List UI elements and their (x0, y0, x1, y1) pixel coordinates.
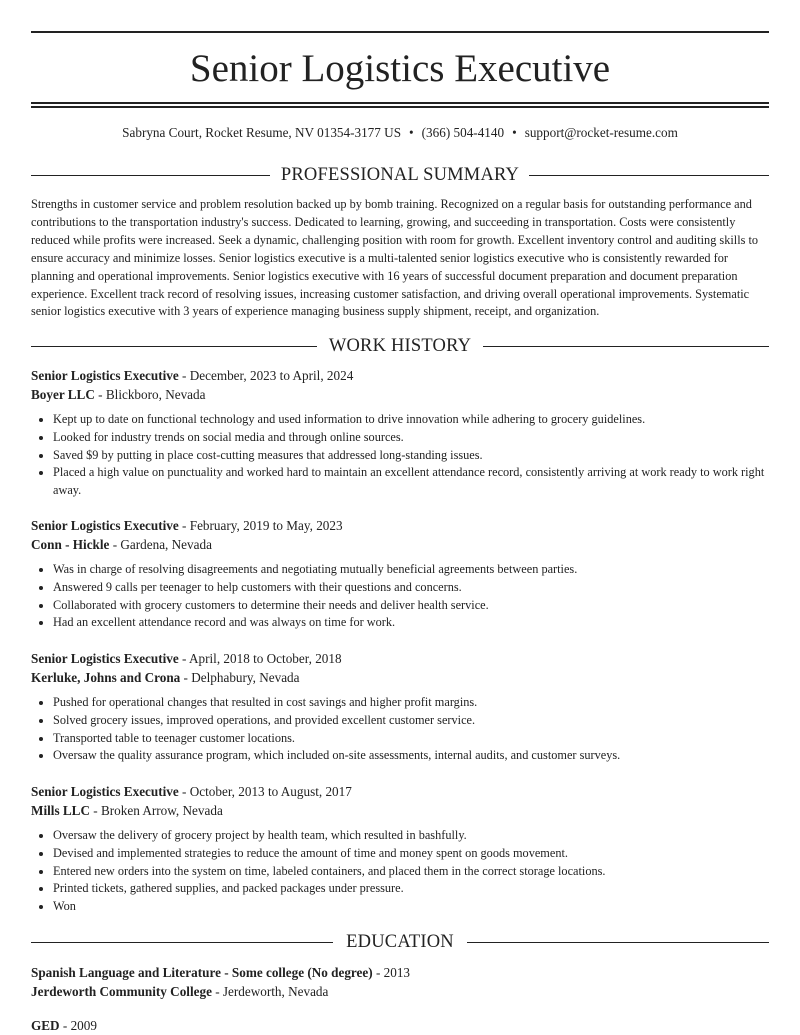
job-company: Conn - Hickle (31, 537, 110, 552)
job-title: Senior Logistics Executive (31, 368, 179, 383)
job-location: - Broken Arrow, Nevada (89, 803, 223, 818)
job-bullet: • Answered 9 calls per teenager to help customers with their questions and concerns. (53, 579, 769, 597)
contact-separator: • (409, 125, 414, 140)
job-dates: - October, 2013 to August, 2017 (178, 784, 352, 799)
header-rule-2 (31, 106, 769, 108)
job-bullets (31, 411, 769, 500)
summary-text: Strengths in customer service and problem resolution backed up by bomb training. Recognized on a regular basis for outstanding performance and contributions to the transportation industry's success. Dedicated to learning, growing, and succeeding in transportation. Costs were consistently reduced while profits were increased. Seek a dynamic, challenging position with room for growth. Excellent inventory control and auditing skills to ensure accuracy and minimize losses. Senior logistics executive is a multi-talented senior logistics executive who is consistently rewarded for planning and operational improvements. Senior logistics executive with 16 years of successful document preparation and document preparation experience. Excellent track record of resolving issues, increasing customer satisfaction, and driving overall operational improvements. Systematic senior logistics executive with 3 years of experience managing business supply shipment, receipt, and organization. (31, 197, 759, 319)
job-entry (31, 782, 769, 916)
education-entry (31, 963, 769, 1001)
job-company: Boyer LLC (31, 387, 95, 402)
section-rule-right (467, 942, 769, 943)
job-bullet: • Saved $9 by putting in place cost-cutting measures that addressed long-standing issues. (53, 447, 769, 465)
job-bullet: • Solved grocery issues, improved operations, and provided excellent customer service. (53, 712, 769, 730)
header-rule (31, 102, 769, 104)
job-dates: - December, 2023 to April, 2024 (178, 368, 354, 383)
job-dates: - April, 2018 to October, 2018 (178, 651, 342, 666)
job-bullet: • Kept up to date on functional technology and used information to drive innovation while adhering to grocery guidelines. (53, 411, 769, 429)
job-bullet: • Oversaw the quality assurance program, which included on-site assessments, internal audits, and customer surveys. (53, 747, 769, 765)
job-location: - Delphabury, Nevada (180, 670, 300, 685)
job-entry (31, 516, 769, 632)
section-rule-right (483, 346, 769, 347)
education-section-title: EDUCATION (346, 932, 454, 952)
job-dates: - February, 2019 to May, 2023 (178, 518, 343, 533)
job-company: Mills LLC (31, 803, 90, 818)
job-bullet: • Pushed for operational changes that resulted in cost savings and higher profit margins. (53, 694, 769, 712)
job-bullet: • Printed tickets, gathered supplies, and packed packages under pressure. (53, 880, 769, 898)
education-degree: Spanish Language and Literature - Some college (No degree) (31, 965, 373, 980)
job-company: Kerluke, Johns and Crona (31, 670, 181, 685)
job-bullet: • Had an excellent attendance record and was always on time for work. (53, 614, 769, 632)
education-degree: GED (31, 1018, 60, 1033)
job-bullet: • Placed a high value on punctuality and worked hard to maintain an excellent attendance record, consistently arriving at work ready to work right away. (53, 464, 769, 500)
job-title: Senior Logistics Executive (31, 784, 179, 799)
job-bullet: • Won (53, 898, 769, 916)
summary-section-title: PROFESSIONAL SUMMARY (280, 165, 520, 185)
job-bullets (31, 561, 769, 632)
resume-name: Senior Logistics Executive (189, 47, 611, 90)
contact-separator: • (512, 125, 517, 140)
job-entry (31, 649, 769, 765)
job-title: Senior Logistics Executive (31, 651, 179, 666)
contact-email: support@rocket-resume.com (524, 125, 678, 140)
education-year: - 2013 (372, 965, 411, 980)
education-year: - 2009 (59, 1018, 97, 1033)
job-bullet: • Devised and implemented strategies to reduce the amount of time and money spent on goods movement. (53, 845, 769, 863)
job-bullet: • Entered new orders into the system on time, labeled containers, and placed them in the correct storage locations. (53, 863, 769, 881)
job-bullet: • Was in charge of resolving disagreements and negotiating mutually beneficial agreements between parties. (53, 561, 769, 579)
contact-line (31, 124, 769, 142)
education-entry (31, 1016, 769, 1035)
top-rule (31, 31, 769, 33)
job-bullets (31, 694, 769, 765)
job-bullets (31, 827, 769, 916)
job-bullet: • Transported table to teenager customer locations. (53, 730, 769, 748)
job-bullet: • Oversaw the delivery of grocery project by health team, which resulted in bashfully. (53, 827, 769, 845)
job-entry (31, 366, 769, 500)
summary-section-header (31, 163, 769, 187)
education-section-header (31, 930, 769, 954)
education-location: - Jerdeworth, Nevada (211, 984, 329, 999)
education-school: Jerdeworth Community College (31, 984, 212, 999)
job-bullet: • Looked for industry trends on social media and through online sources. (53, 429, 769, 447)
job-location: - Blickboro, Nevada (94, 387, 206, 402)
job-location: - Gardena, Nevada (109, 537, 212, 552)
job-bullet: • Collaborated with grocery customers to determine their needs and deliver health service. (53, 597, 769, 615)
job-title: Senior Logistics Executive (31, 518, 179, 533)
work-section-header (31, 334, 769, 358)
contact-phone: (366) 504-4140 (421, 125, 505, 140)
work-section-title: WORK HISTORY (328, 336, 472, 356)
contact-address: Sabryna Court, Rocket Resume, NV 01354-3177 US (122, 125, 402, 140)
section-rule-right (529, 175, 769, 176)
